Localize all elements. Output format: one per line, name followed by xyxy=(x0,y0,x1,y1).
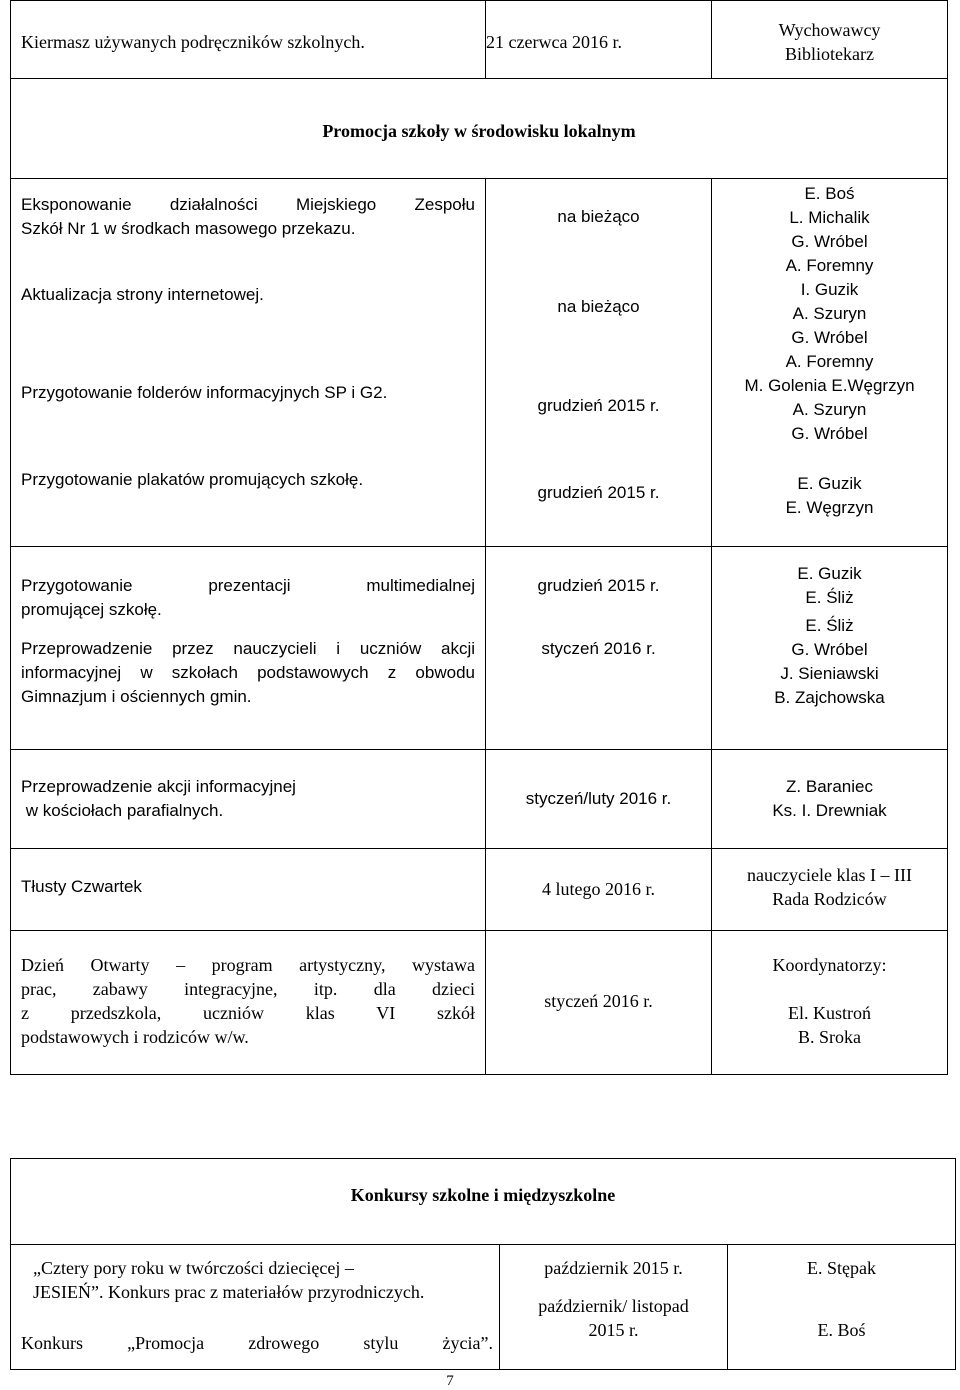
cell-date xyxy=(486,547,712,750)
activity-text: Przygotowanie prezentacji multimedialnej xyxy=(21,576,475,595)
person: Wychowawcy xyxy=(778,20,881,40)
cell-activity xyxy=(11,750,486,849)
person: Bibliotekarz xyxy=(785,44,874,64)
person: E. Śliż xyxy=(805,588,854,607)
activity-text: Kiermasz używanych podręczników szkolnych. xyxy=(21,32,365,52)
cell-date xyxy=(500,1245,728,1370)
date-text: 21 czerwca 2016 r. xyxy=(486,32,622,52)
person: B. Zajchowska xyxy=(774,688,885,707)
person: G. Wróbel xyxy=(791,640,868,659)
activity-text: informacyjnej w szkołach podstawowych z obwodu xyxy=(21,663,475,682)
cell-date xyxy=(486,931,712,1075)
activity-text: Szkół Nr 1 w środkach masowego przekazu. xyxy=(21,219,356,238)
person: B. Sroka xyxy=(798,1027,861,1047)
person: E. Boś xyxy=(817,1320,866,1340)
cell-people xyxy=(712,849,948,931)
person: M. Golenia E.Węgrzyn xyxy=(744,376,915,395)
date-text: styczeń 2016 r. xyxy=(544,991,653,1011)
person: A. Foremny xyxy=(785,352,874,371)
date-text: na bieżąco xyxy=(557,207,640,226)
cell-date xyxy=(486,849,712,931)
activity-text: Przygotowanie folderów informacyjnych SP i G2. xyxy=(21,383,388,402)
activity-text: z przedszkola, uczniów klas VI szkół xyxy=(21,1003,475,1023)
person: G. Wróbel xyxy=(791,232,868,251)
person: E. Stępak xyxy=(807,1258,877,1278)
date-text: na bieżąco xyxy=(557,297,640,316)
cell-people xyxy=(712,931,948,1075)
coordinators-label: Koordynatorzy: xyxy=(772,955,887,975)
activity-text: Przeprowadzenie akcji informacyjnej xyxy=(21,777,296,796)
activity-text: w kościołach parafialnych. xyxy=(21,801,224,820)
cell-activity xyxy=(11,931,486,1075)
activity-text: Przygotowanie plakatów promujących szkołę. xyxy=(21,470,364,489)
date-text: 2015 r. xyxy=(588,1320,639,1340)
cell-date xyxy=(486,1,712,79)
section-heading-cell xyxy=(11,79,948,179)
date-text: 4 lutego 2016 r. xyxy=(542,879,655,899)
person: E. Śliż xyxy=(805,616,854,635)
section-heading: Konkursy szkolne i międzyszkolne xyxy=(350,1185,616,1205)
person: El. Kustroń xyxy=(788,1003,871,1023)
person: Z. Baraniec xyxy=(786,777,873,796)
date-text: październik/ listopad xyxy=(538,1296,689,1316)
date-text: styczeń/luty 2016 r. xyxy=(525,789,672,808)
person: nauczyciele klas I – III xyxy=(747,865,912,885)
person: A. Szuryn xyxy=(792,400,867,419)
cell-date xyxy=(486,179,712,547)
person: A. Szuryn xyxy=(792,304,867,323)
cell-activity xyxy=(11,179,486,547)
cell-activity xyxy=(11,1,486,79)
cell-people xyxy=(712,1,948,79)
contests-table xyxy=(10,1158,956,1370)
person: G. Wróbel xyxy=(791,424,868,443)
activity-text: Aktualizacja strony internetowej. xyxy=(21,285,264,304)
section-heading: Promocja szkoły w środowisku lokalnym xyxy=(322,121,636,141)
activities-table xyxy=(10,0,948,1075)
cell-people xyxy=(712,547,948,750)
activity-text: Przeprowadzenie przez nauczycieli i uczniów akcji xyxy=(21,639,475,658)
activity-text: Tłusty Czwartek xyxy=(21,877,142,896)
cell-date xyxy=(486,750,712,849)
section-heading-cell xyxy=(11,1159,956,1245)
activity-text: promującej szkołę. xyxy=(21,600,162,619)
cell-activity xyxy=(11,1245,500,1370)
date-text: styczeń 2016 r. xyxy=(541,639,656,658)
activity-text: Gimnazjum i ościennych gmin. xyxy=(21,687,252,706)
person: E. Węgrzyn xyxy=(785,498,874,517)
activity-text: „Cztery pory roku w twórczości dziecięcej – xyxy=(33,1258,354,1278)
cell-activity xyxy=(11,849,486,931)
person: E. Guzik xyxy=(797,564,862,583)
activity-text: JESIEŃ”. Konkurs prac z materiałów przyrodniczych. xyxy=(33,1282,425,1302)
person: E. Guzik xyxy=(797,474,862,493)
date-text: grudzień 2015 r. xyxy=(537,396,660,415)
person: L. Michalik xyxy=(789,208,870,227)
person: E. Boś xyxy=(804,184,855,203)
person: A. Foremny xyxy=(785,256,874,275)
page-number: 7 xyxy=(446,1373,454,1389)
person: G. Wróbel xyxy=(791,328,868,347)
cell-people xyxy=(712,179,948,547)
date-text: grudzień 2015 r. xyxy=(537,576,660,595)
date-text: październik 2015 r. xyxy=(544,1258,683,1278)
date-text: grudzień 2015 r. xyxy=(537,483,660,502)
person: Ks. I. Drewniak xyxy=(772,801,887,820)
activity-text: prac, zabawy integracyjne, itp. dla dzieci xyxy=(21,979,475,999)
person: J. Sieniawski xyxy=(780,664,879,683)
activity-text: Eksponowanie działalności Miejskiego Zespołu xyxy=(21,195,475,214)
cell-people xyxy=(728,1245,956,1370)
person: I. Guzik xyxy=(800,280,859,299)
cell-activity xyxy=(11,547,486,750)
activity-text: Konkurs „Promocja zdrowego stylu życia”. xyxy=(21,1333,493,1353)
cell-people xyxy=(712,750,948,849)
person: Rada Rodziców xyxy=(772,889,887,909)
activity-text: podstawowych i rodziców w/w. xyxy=(21,1027,249,1047)
activity-text: Dzień Otwarty – program artystyczny, wystawa xyxy=(21,955,475,975)
